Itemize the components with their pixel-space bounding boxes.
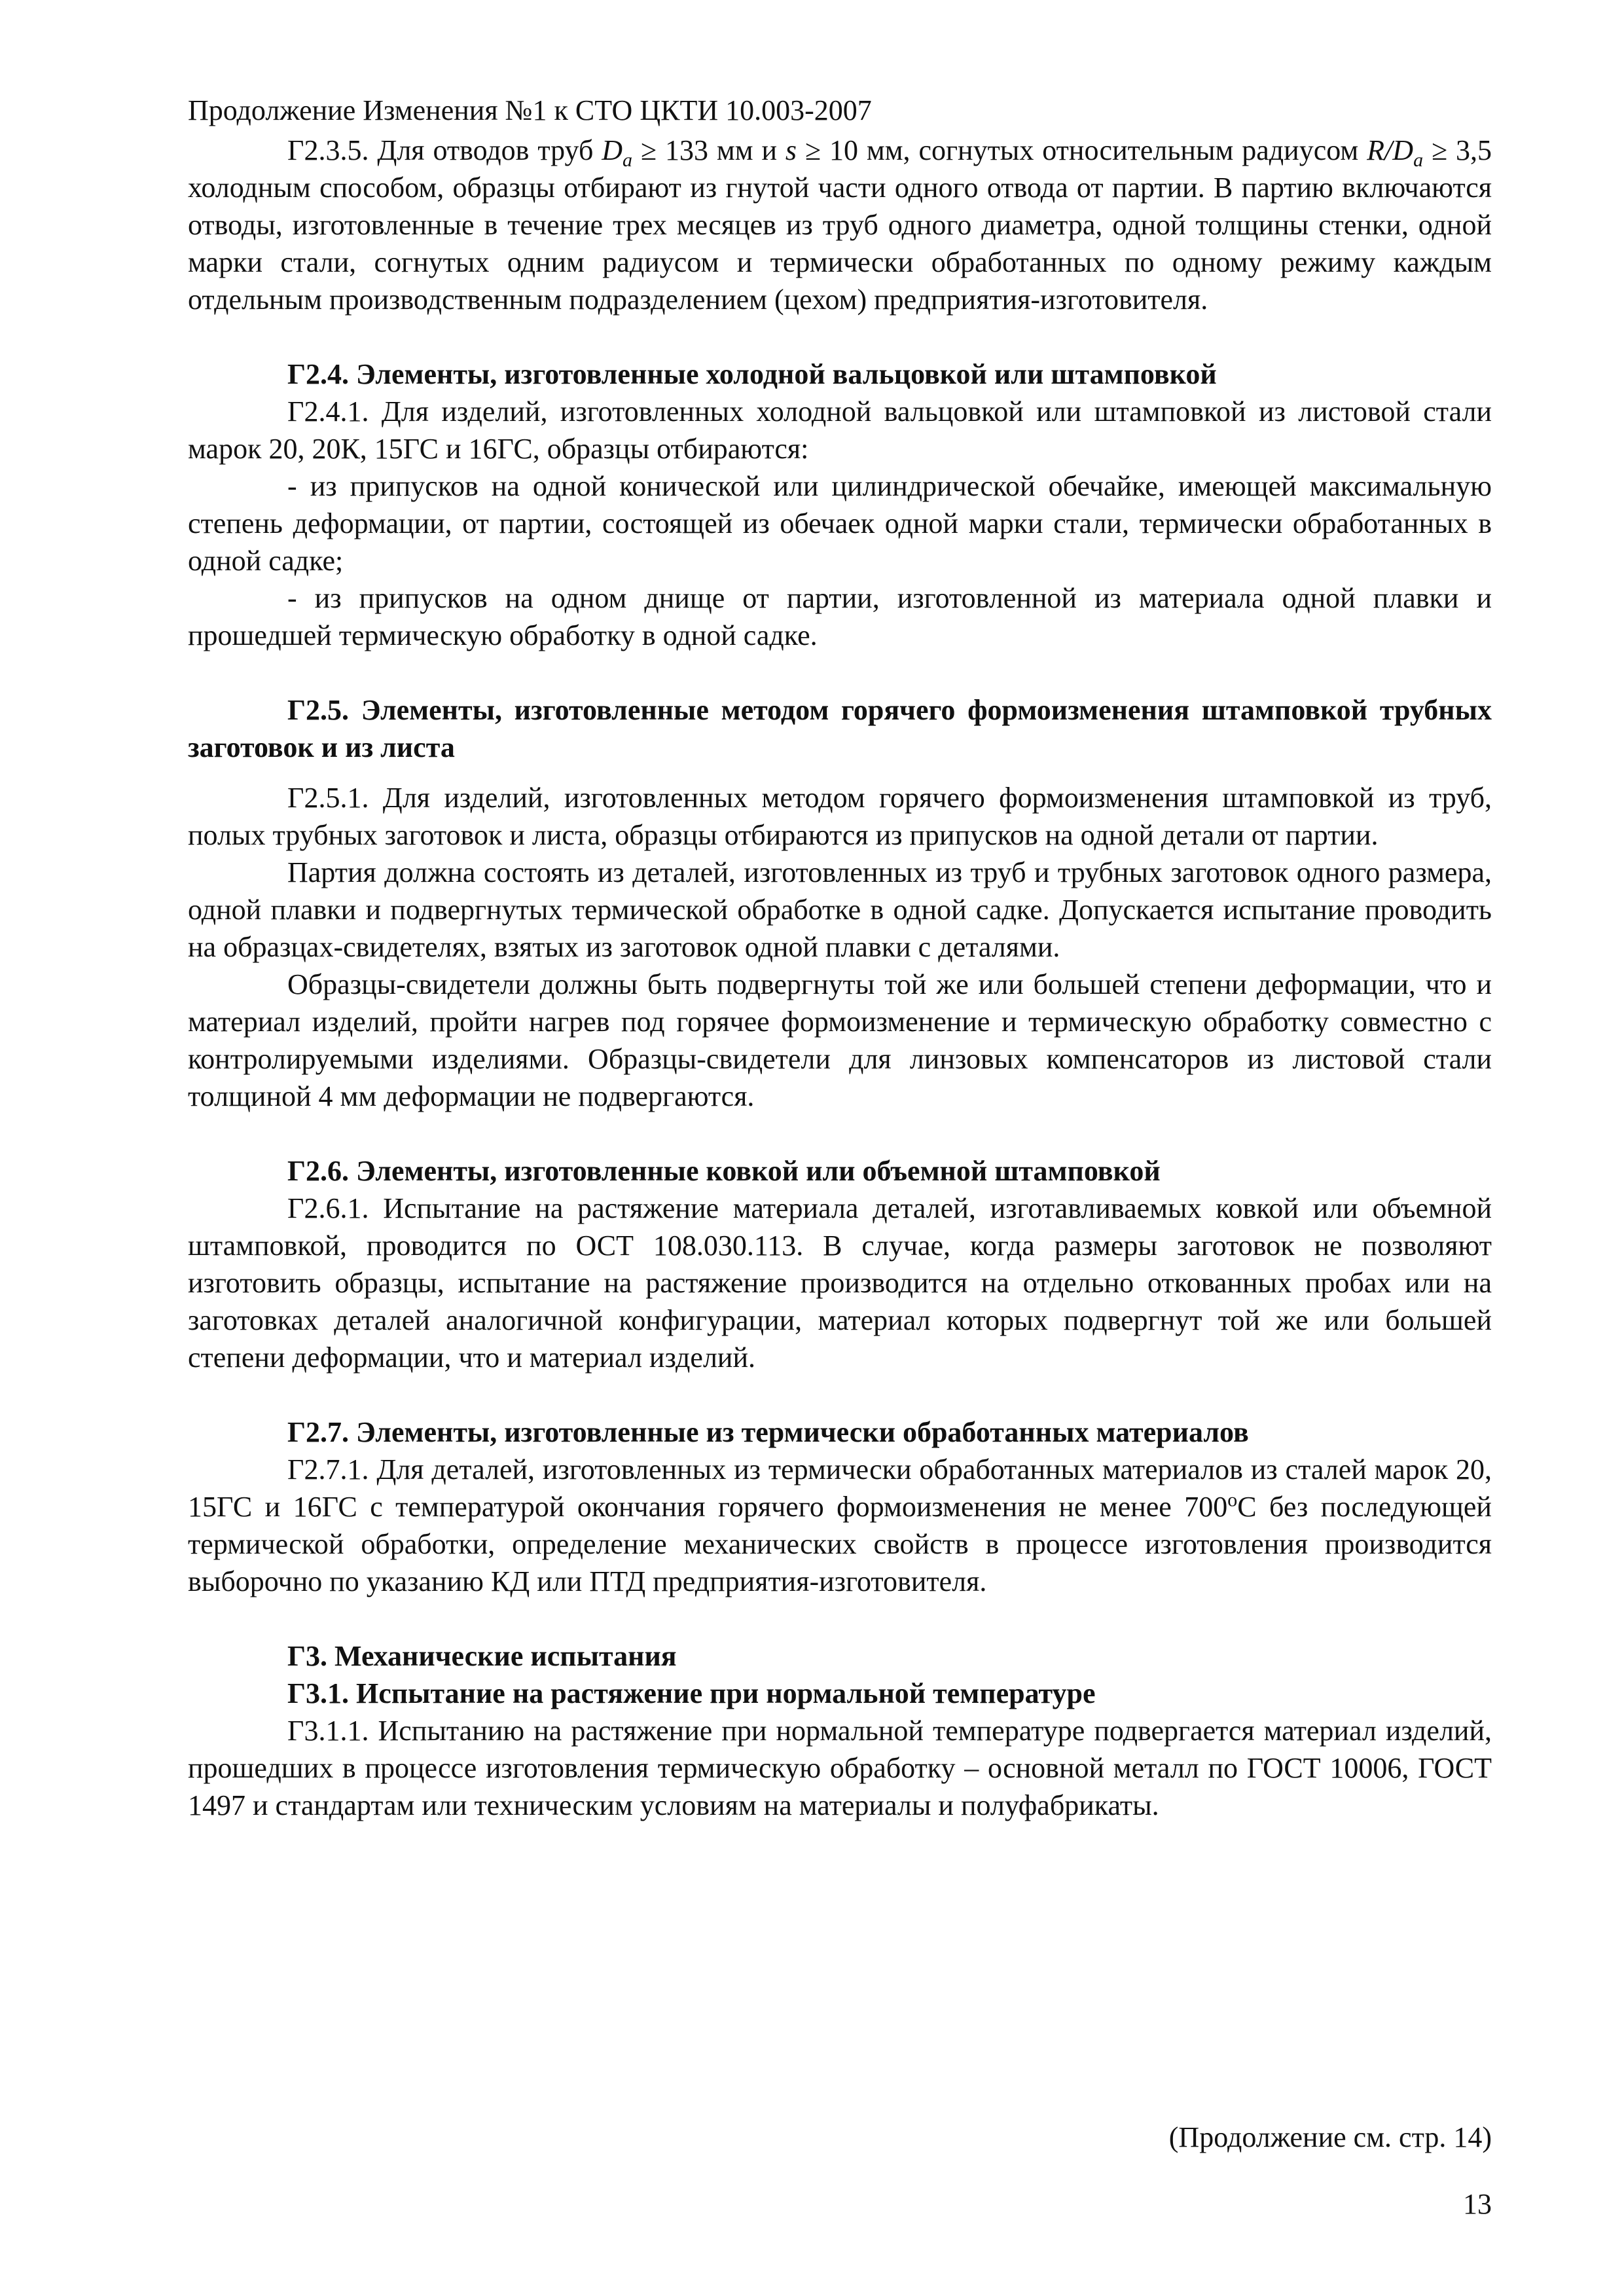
paragraph-g3-1-1: Г3.1.1. Испытанию на растяжение при нормальной температуре подвергается материал изделий, прошедших в процессе изготовления термическую обработку – основной металл по ГОСТ 10006, ГОСТ 1497 и стандартам или техническим условиям на материалы и полуфабрикаты. — [188, 1715, 1492, 1821]
g235-rest: ≥ 3,5 холодным способом, образцы отбирают из гнутой части одного отвода от партии. В партию включаются отводы, изготовленные в течение трех месяцев из труб одного диаметра, одной толщины стенки, одной марки стали, согнутых одним радиусом и термически обработанных по одному режиму каждым отдельным производственным подразделением (цехом) предприятия-изготовителя. — [188, 134, 1492, 316]
heading-g3: Г3. Механические испытания — [287, 1640, 677, 1672]
g27-text-b: С без последующей термической обработки, определение механических свойств в процессе изготовления производится выборочно по указанию КД или ПТД предприятия-изготовителя. — [188, 1491, 1492, 1597]
paragraph-g2-5-1: Г2.5.1. Для изделий, изготовленных методом горячего формоизменения штамповкой из труб, полых трубных заготовок и листа, образцы отбираются из припусков на одной детали от партии. — [188, 782, 1492, 851]
page-number: 13 — [1463, 2188, 1492, 2220]
paragraph-g2-3-5 — [188, 132, 1492, 318]
g235-condition-1: ≥ 133 мм и — [632, 134, 785, 166]
heading-g2-6: Г2.6. Элементы, изготовленные ковкой или объемной штамповкой — [287, 1155, 1161, 1187]
page-content — [188, 92, 1492, 1824]
g235-condition-2: ≥ 10 мм, согнутых относительным радиусом — [797, 134, 1367, 166]
paragraph-g2-5-witness: Образцы-свидетели должны быть подвергнуты той же или большей степени деформации, что и материал изделий, пройти нагрев под горячее формоизменение и термическую обработку совместно с контролируемыми изделиями. Образцы-свидетели для линзовых компенсаторов из листовой стали толщиной 4 мм деформации не подвергаются. — [188, 968, 1492, 1112]
symbol-r-over-d: R/D — [1367, 134, 1414, 166]
heading-g2-7: Г2.7. Элементы, изготовленные из термически обработанных материалов — [287, 1416, 1249, 1448]
g27-text-a: Г2.7.1. Для деталей, изготовленных из термически обработанных материалов из сталей марок 20, 15ГС и 16ГС с температурой окончания горячего формоизменения не менее 700 — [188, 1453, 1492, 1523]
paragraph-g2-4-1-item-1: - из припусков на одной конической или цилиндрической обечайке, имеющей максимальную степень деформации, от партии, состоящей из обечаек одной марки стали, термически обработанных в одной садке; — [188, 470, 1492, 577]
symbol-d: D — [602, 134, 623, 166]
running-header: Продолжение Изменения №1 к СТО ЦКТИ 10.003-2007 — [188, 94, 872, 126]
heading-g2-4: Г2.4. Элементы, изготовленные холодной вальцовкой или штамповкой — [287, 358, 1217, 390]
symbol-a-subscript-2: a — [1413, 149, 1424, 171]
paragraph-g2-4-1-item-2: - из припусков на одном днище от партии, изготовленной из материала одной плавки и прошедшей термическую обработку в одной садке. — [188, 582, 1492, 651]
g235-lead: Г2.3.5. Для отводов труб — [287, 134, 602, 166]
paragraph-g2-4-1: Г2.4.1. Для изделий, изготовленных холодной вальцовкой или штамповкой из листовой стали марок 20, 20К, 15ГС и 16ГС, образцы отбираются: — [188, 395, 1492, 465]
symbol-s: s — [785, 134, 797, 166]
heading-g2-5: Г2.5. Элементы, изготовленные методом горячего формоизменения штамповкой трубных заготовок и из листа — [188, 694, 1492, 763]
continuation-note: (Продолжение см. стр. 14) — [1168, 2121, 1492, 2153]
heading-g3-1: Г3.1. Испытание на растяжение при нормальной температуре — [287, 1677, 1096, 1709]
symbol-a-subscript: a — [623, 149, 633, 171]
paragraph-g2-6-1: Г2.6.1. Испытание на растяжение материала деталей, изготавливаемых ковкой или объемной штамповкой, проводится по ОСТ 108.030.113. В случае, когда размеры заготовок не позволяют изготовить образцы, испытание на растяжение производится на отдельно откованных пробах или на заготовках деталей аналогичной конфигурации, материал которых подвергнут той же или большей степени деформации, что и материал изделий. — [188, 1192, 1492, 1374]
paragraph-g2-5-batch: Партия должна состоять из деталей, изготовленных из труб и трубных заготовок одного размера, одной плавки и подвергнутых термической обработке в одной садке. Допускается испытание проводить на образцах-свидетелях, взятых из заготовок одной плавки с деталями. — [188, 856, 1492, 963]
degree-sign: o — [1227, 1489, 1238, 1511]
paragraph-g2-7-1 — [188, 1451, 1492, 1600]
